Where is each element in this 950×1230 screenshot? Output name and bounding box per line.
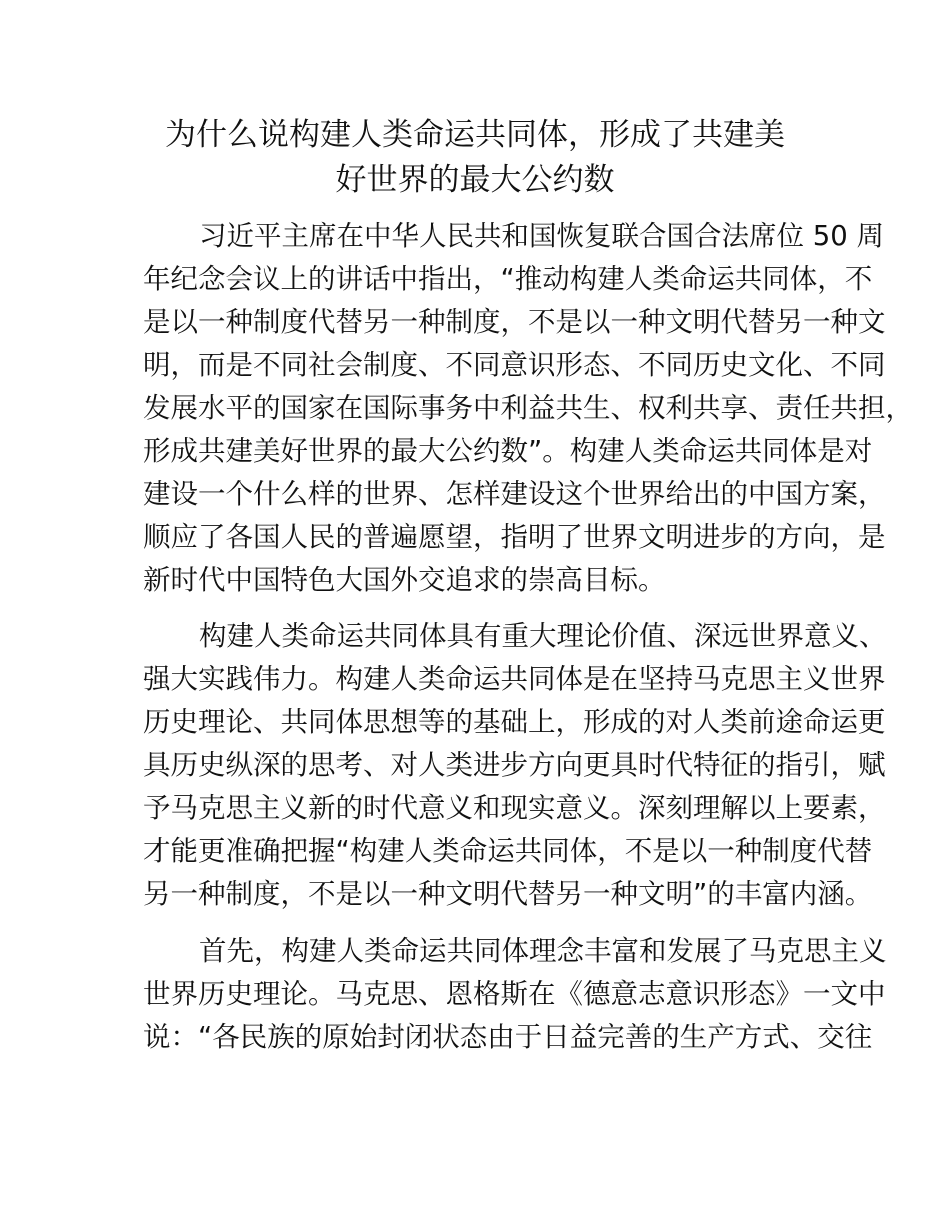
paragraph-line: 历史理论、共同体思想等的基础上，形成的对人类前途命运更 — [143, 706, 886, 738]
paragraph-line: 强大实践伟力。构建人类命运共同体是在坚持马克思主义世界 — [143, 663, 886, 695]
paragraph-line: 年纪念会议上的讲话中指出，“推动构建人类命运共同体，不 — [143, 263, 873, 295]
paragraph-line: 说：“各民族的原始封闭状态由于日益完善的生产方式、交往 — [143, 1021, 873, 1053]
paragraph-line: 予马克思主义新的时代意义和现实意义。深刻理解以上要素， — [143, 792, 886, 824]
paragraph-line: 习近平主席在中华人民共和国恢复联合国合法席位 50 周 — [199, 220, 884, 252]
paragraph-line: 具历史纵深的思考、对人类进步方向更具时代特征的指引，赋 — [143, 749, 886, 781]
paragraph-line: 建设一个什么样的世界、怎样建设这个世界给出的中国方案， — [143, 478, 886, 510]
paragraph-line: 构建人类命运共同体具有重大理论价值、深远世界意义、 — [199, 620, 887, 652]
paragraph-line: 首先，构建人类命运共同体理念丰富和发展了马克思主义 — [199, 935, 887, 967]
paragraph-line: 形成共建美好世界的最大公约数”。构建人类命运共同体是对 — [143, 435, 873, 467]
paragraph-line: 才能更准确把握“构建人类命运共同体，不是以一种制度代替 — [143, 835, 873, 867]
paragraph-line: 明，而是不同社会制度、不同意识形态、不同历史文化、不同 — [143, 349, 886, 381]
paragraph-line: 顺应了各国人民的普遍愿望，指明了世界文明进步的方向，是 — [143, 521, 886, 553]
paragraph-line: 新时代中国特色大国外交追求的崇高目标。 — [143, 564, 666, 596]
paragraph-line: 是以一种制度代替另一种制度，不是以一种文明代替另一种文 — [143, 306, 886, 338]
paragraph-line: 另一种制度，不是以一种文明代替另一种文明”的丰富内涵。 — [143, 878, 873, 910]
document-title-line-1: 为什么说构建人类命运共同体，形成了共建美 — [165, 117, 785, 153]
document-title-line-2: 好世界的最大公约数 — [335, 162, 615, 198]
paragraph-line: 发展水平的国家在国际事务中利益共生、权利共享、责任共担， — [143, 392, 913, 424]
paragraph-line: 世界历史理论。马克思、恩格斯在《德意志意识形态》一文中 — [143, 978, 886, 1010]
